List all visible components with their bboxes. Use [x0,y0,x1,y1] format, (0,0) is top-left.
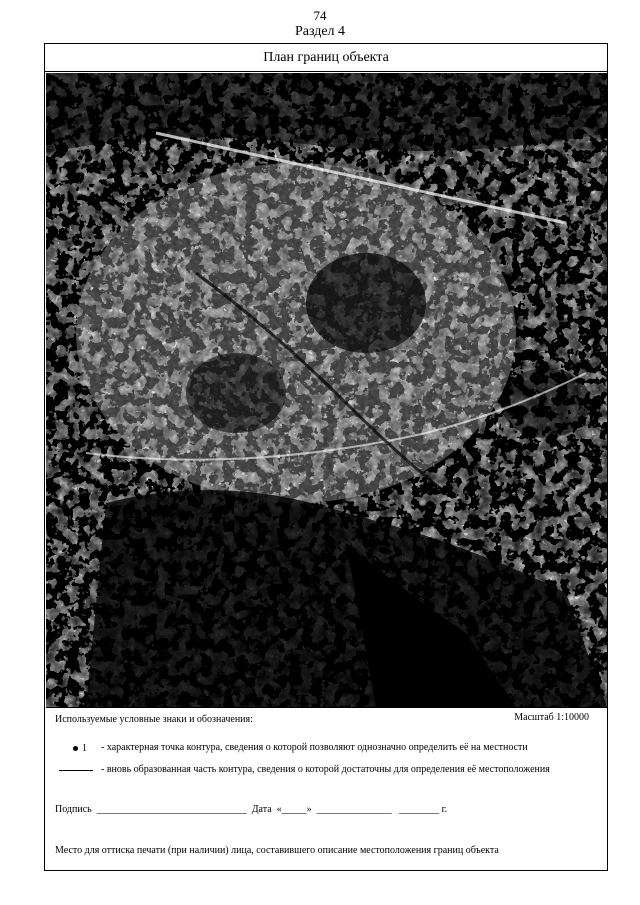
point-icon [73,746,78,751]
point-number-label: 1 [82,742,87,754]
signature-date-line: Подпись ______________________________ Дата «_____» _______________ ________ г. [55,804,448,815]
page-number: 74 [313,8,327,23]
plan-title: План границ объекта [45,44,607,72]
section-title: Раздел 4 [294,24,346,39]
legend-item-point [55,742,591,754]
satellite-map-graphic [46,73,607,707]
legend-point-description: - характерная точка контура, сведения о которой позволяют однозначно определить её на местности [101,742,528,753]
stamp-placeholder-text: Место для оттиска печати (при наличии) лица, составившего описание местоположения границ объекта [55,845,499,856]
map-scale: Масштаб 1:10000 [514,712,589,723]
legend-heading: Используемые условные знаки и обозначения: [55,714,253,725]
legend-line-description: - вновь образованная часть контура, сведения о которой достаточны для определения её местоположения [101,764,550,775]
legend-item-line [55,764,591,776]
line-icon [59,770,93,771]
object-boundary-plan-frame [44,43,608,871]
satellite-map-image [46,73,607,708]
